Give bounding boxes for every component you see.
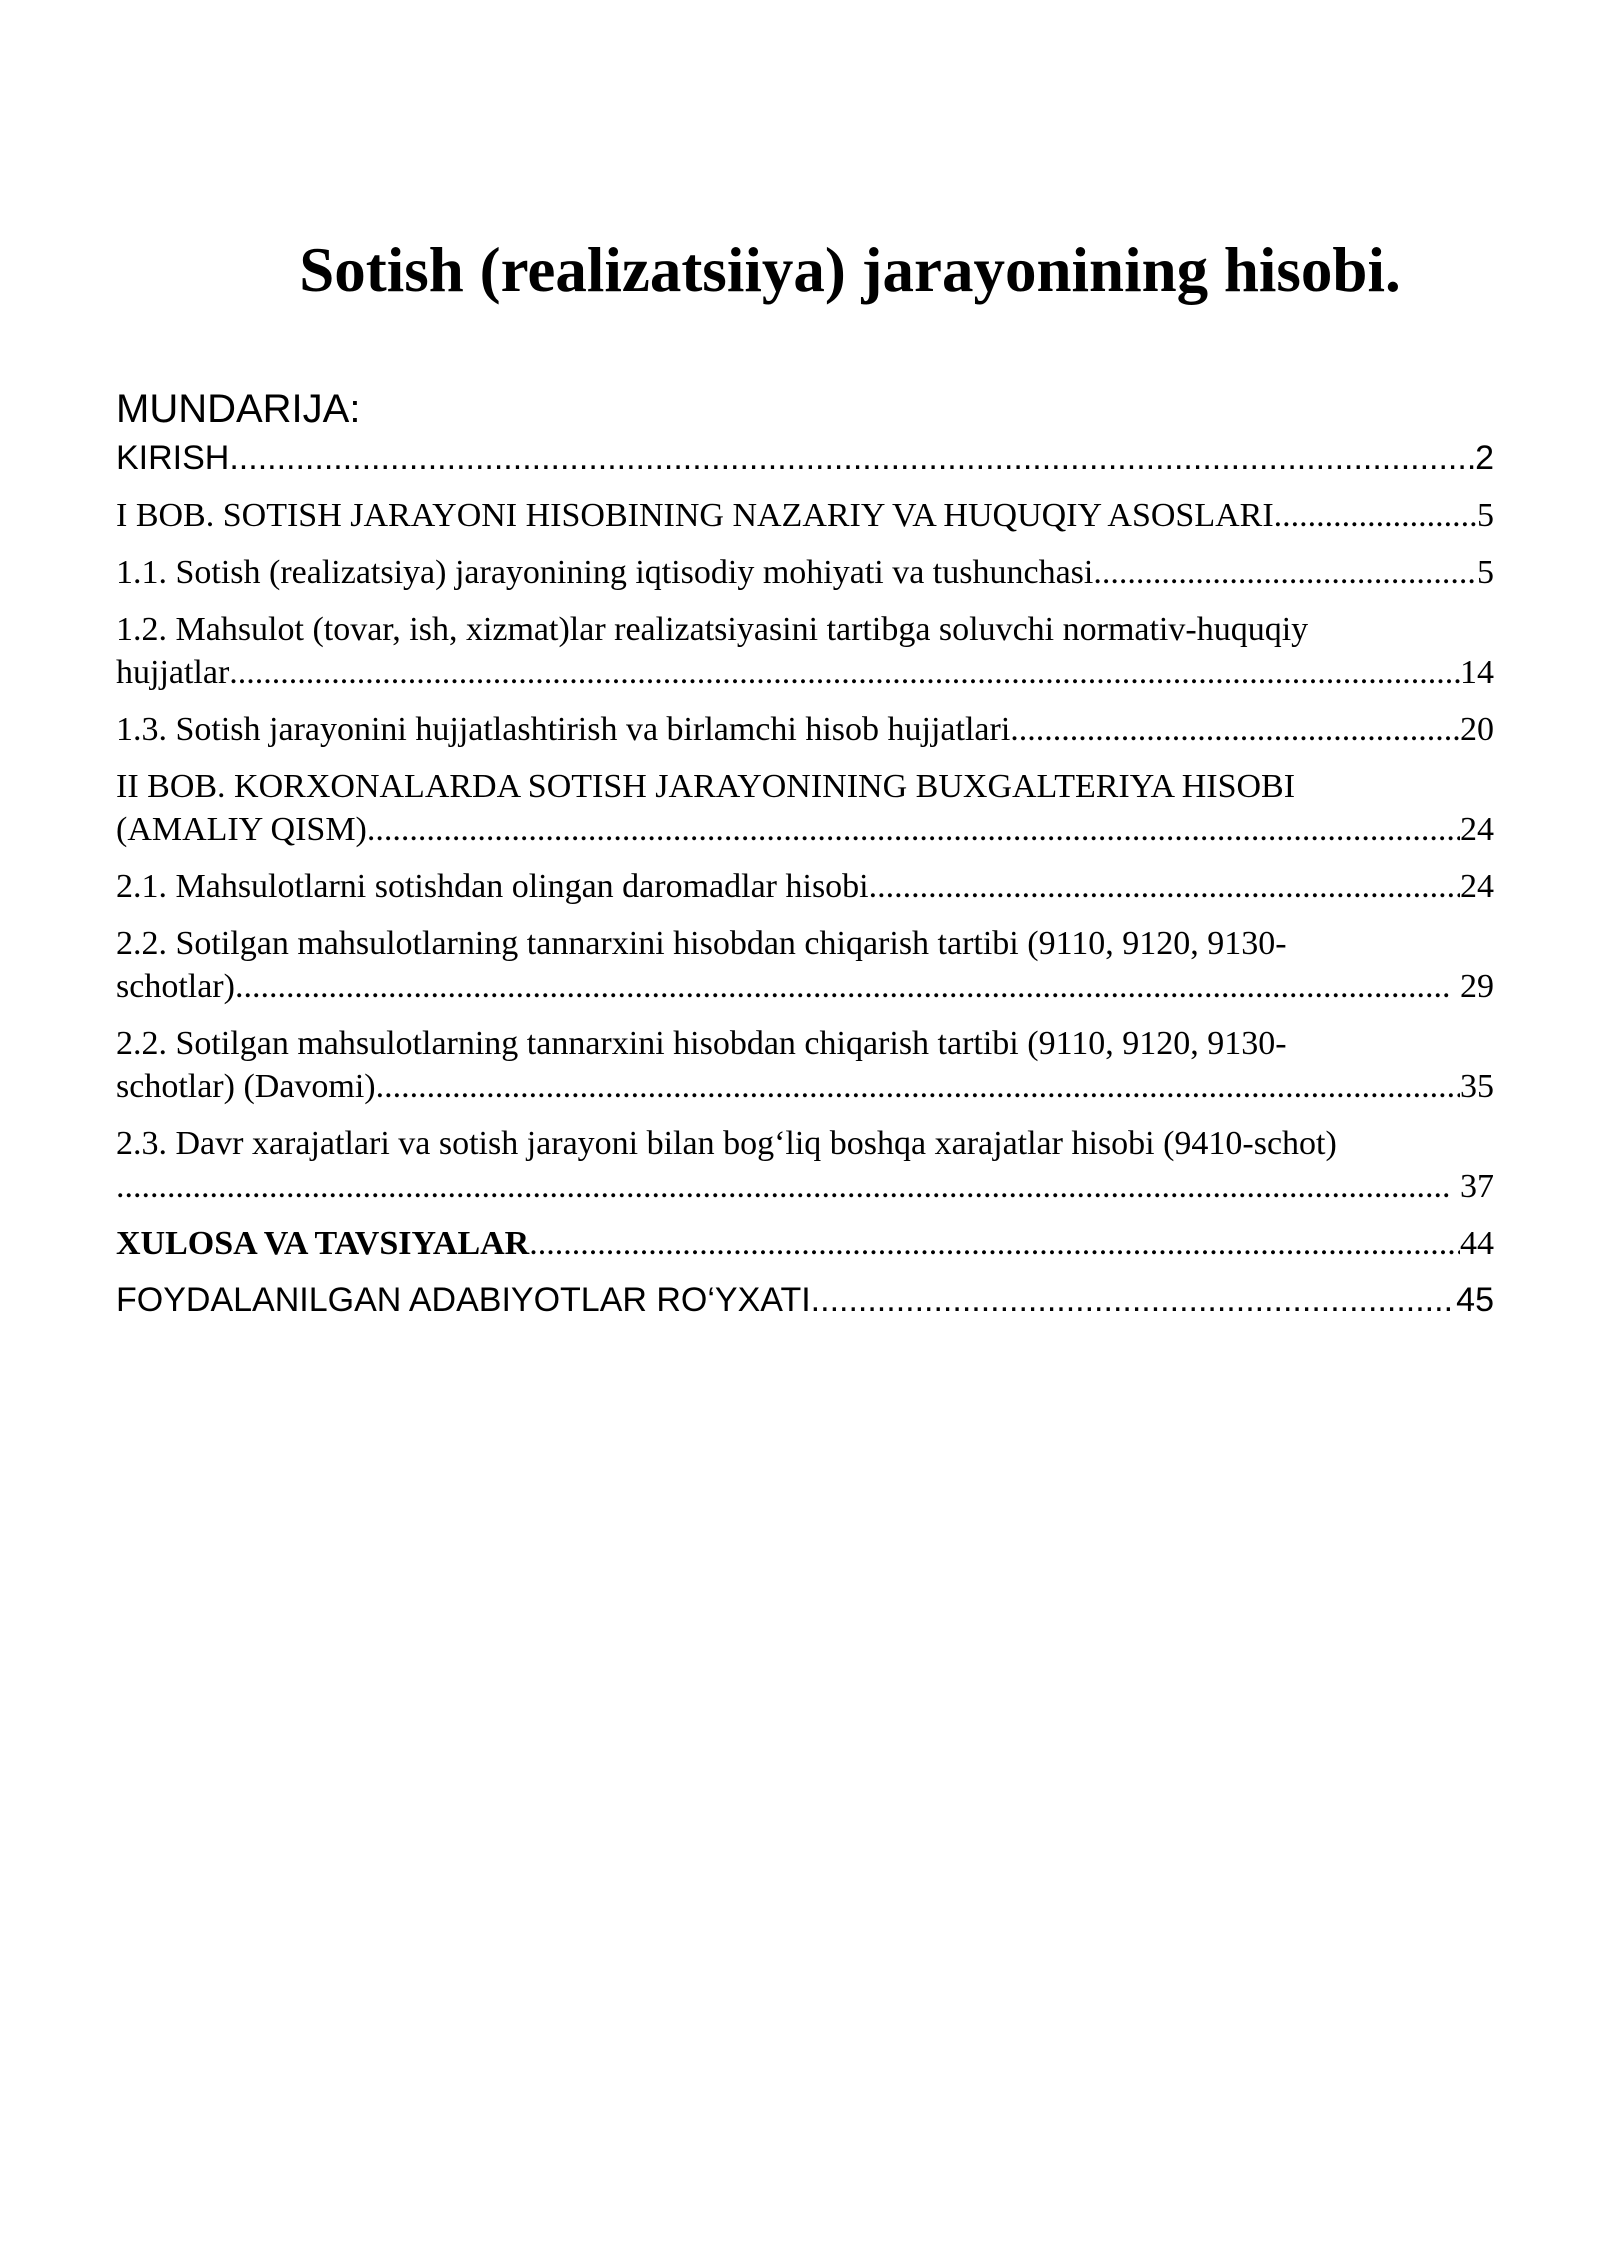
toc-dot-leader <box>367 808 1460 851</box>
toc-entry-title: XULOSA VA TAVSIYALAR <box>116 1225 530 1262</box>
toc-page-number: 44 <box>1460 1225 1494 1262</box>
table-of-contents <box>116 381 1494 1322</box>
toc-entry-title: schotlar) (Davomi) <box>116 1068 376 1105</box>
toc-dot-leader <box>235 965 1452 1008</box>
toc-entry-title: 2.1. Mahsulotlarni sotishdan olingan daromadlar hisobi <box>116 868 869 905</box>
toc-entry-section-1-2[interactable] <box>116 608 1494 694</box>
toc-entry-introduction[interactable] <box>116 437 1494 480</box>
toc-dot-leader <box>869 865 1460 908</box>
toc-entry-title: KIRISH <box>116 439 230 477</box>
toc-dot-leader <box>229 437 1475 480</box>
toc-page-number: 5 <box>1477 497 1494 534</box>
toc-entry-chapter-1[interactable] <box>116 494 1494 537</box>
toc-entry-title-line1: 2.2. Sotilgan mahsulotlarning tannarxini hisobdan chiqarish tartibi (9110, 9120, 9130- <box>116 925 1287 962</box>
toc-page-number: 14 <box>1460 654 1494 691</box>
toc-entry-title: schotlar) <box>116 968 235 1005</box>
toc-entry-title-line1: II BOB. KORXONALARDA SOTISH JARAYONINING BUXGALTERIYA HISOBI <box>116 768 1296 805</box>
toc-page-number: 29 <box>1460 968 1494 1005</box>
toc-dot-leader <box>116 1165 1452 1208</box>
toc-page-number: 24 <box>1460 811 1494 848</box>
toc-page-number: 45 <box>1456 1281 1494 1319</box>
toc-entry-title: 1.1. Sotish (realizatsiya) jarayonining iqtisodiy mohiyati va tushunchasi <box>116 554 1094 591</box>
toc-entry-title: FOYDALANILGAN ADABIYOTLAR RO‘YXATI <box>116 1281 811 1319</box>
toc-page-number: 5 <box>1477 554 1494 591</box>
toc-list <box>116 437 1494 1322</box>
toc-dot-leader <box>529 1222 1460 1265</box>
toc-heading: MUNDARIJA: <box>116 387 361 431</box>
toc-entry-chapter-2[interactable] <box>116 765 1494 851</box>
toc-page-number: 20 <box>1460 711 1494 748</box>
toc-entry-title: hujjatlar <box>116 654 230 691</box>
toc-dot-leader <box>1274 494 1477 537</box>
toc-dot-leader <box>376 1065 1460 1108</box>
toc-entry-section-2-3[interactable] <box>116 1122 1494 1208</box>
toc-entry-section-1-1[interactable] <box>116 551 1494 594</box>
toc-entry-section-2-2-continued[interactable] <box>116 1022 1494 1108</box>
toc-dot-leader <box>229 651 1460 694</box>
toc-entry-section-2-1[interactable] <box>116 865 1494 908</box>
toc-entry-section-2-2[interactable] <box>116 922 1494 1008</box>
document-title: Sotish (realizatsiiya) jarayonining hisobi. <box>299 235 1401 306</box>
toc-page-number: 2 <box>1475 439 1494 477</box>
toc-entry-title-line1: 1.2. Mahsulot (tovar, ish, xizmat)lar realizatsiyasini tartibga soluvchi normativ-huquqiy <box>116 611 1309 648</box>
toc-entry-title-line1: 2.3. Davr xarajatlari va sotish jarayoni bilan bog‘liq boshqa xarajatlar hisobi (9410-schot) <box>116 1125 1337 1162</box>
toc-entry-section-1-3[interactable] <box>116 708 1494 751</box>
toc-dot-leader <box>811 1279 1457 1322</box>
toc-entry-title: 1.3. Sotish jarayonini hujjatlashtirish va birlamchi hisob hujjatlari <box>116 711 1011 748</box>
toc-entry-title: (AMALIY QISM) <box>116 811 367 848</box>
toc-page-number: 37 <box>1460 1168 1494 1205</box>
toc-page-number: 24 <box>1460 868 1494 905</box>
toc-entry-bibliography[interactable] <box>116 1279 1494 1322</box>
toc-dot-leader <box>1010 708 1460 751</box>
toc-dot-leader <box>1093 551 1477 594</box>
toc-entry-conclusion[interactable] <box>116 1222 1494 1265</box>
toc-entry-title: I BOB. SOTISH JARAYONI HISOBINING NAZARIY VA HUQUQIY ASOSLARI <box>116 497 1274 534</box>
toc-entry-title-line1: 2.2. Sotilgan mahsulotlarning tannarxini hisobdan chiqarish tartibi (9110, 9120, 9130- <box>116 1025 1287 1062</box>
toc-page-number: 35 <box>1460 1068 1494 1105</box>
